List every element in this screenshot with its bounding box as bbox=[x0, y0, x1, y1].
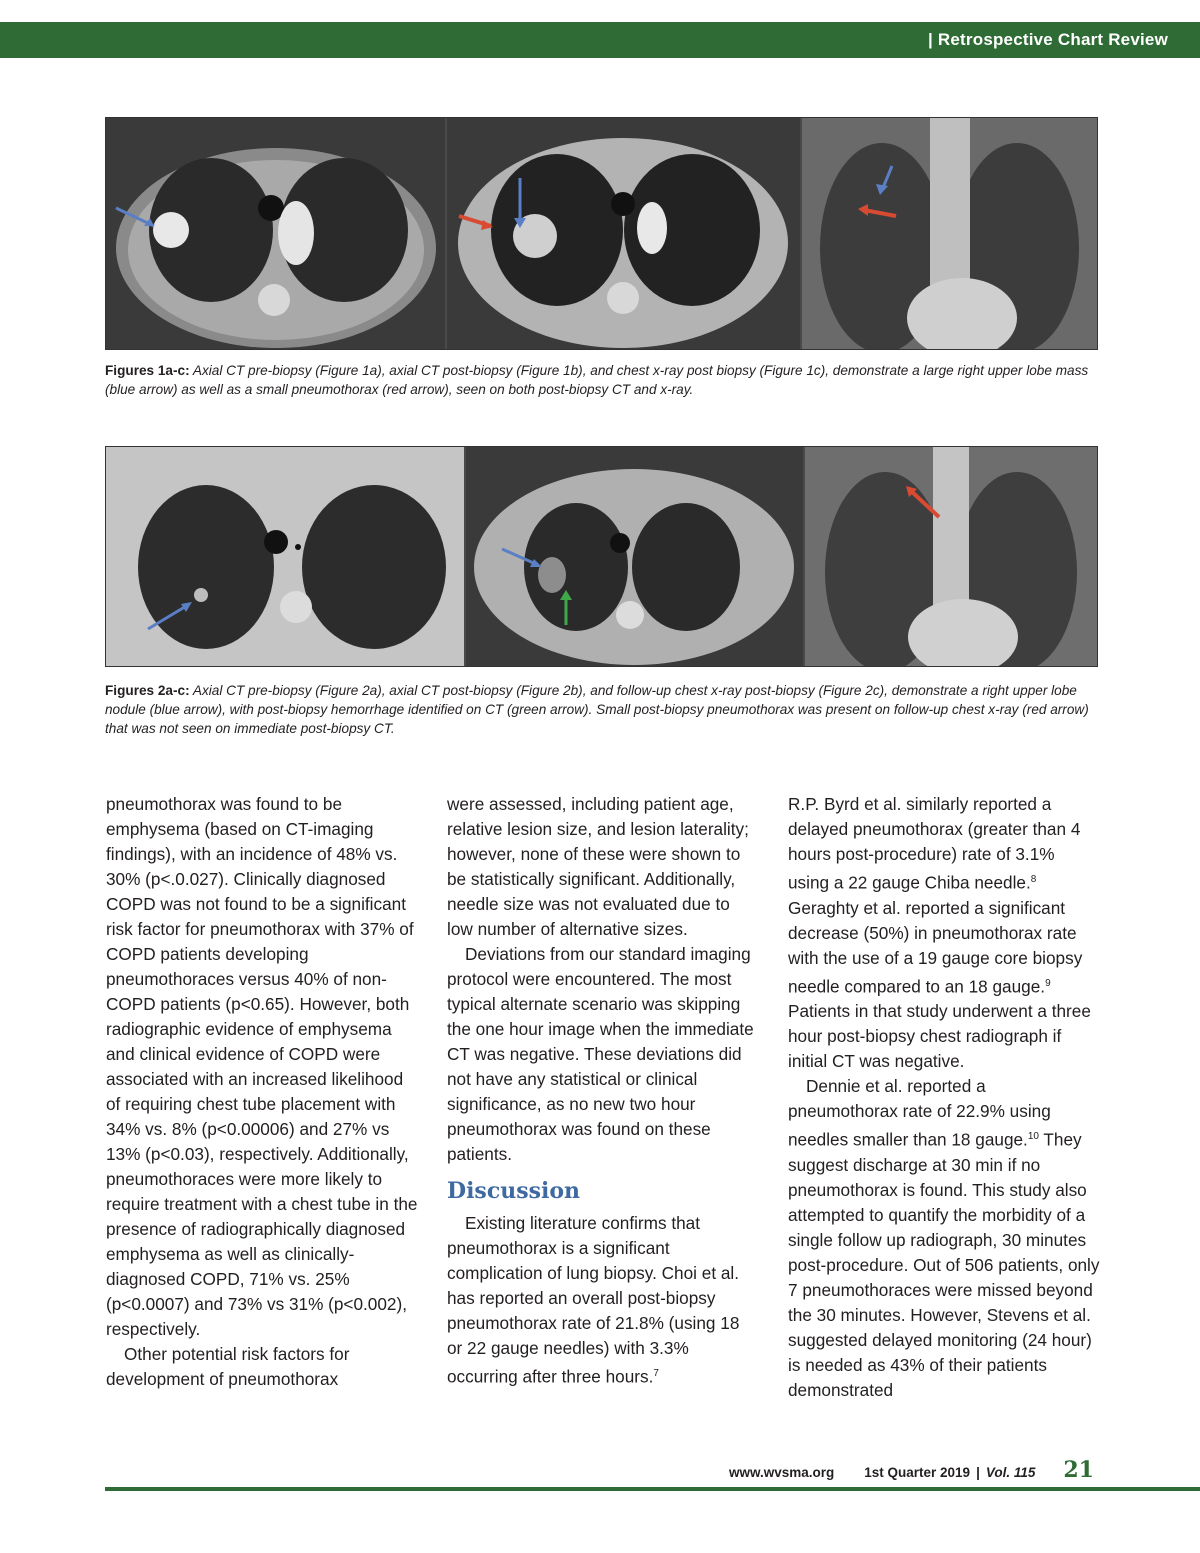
footer-website: www.wvsma.org bbox=[728, 1465, 835, 1480]
col1-paragraph-2: Other potential risk factors for development of pneumothorax bbox=[106, 1344, 350, 1389]
reference-9: 9 bbox=[1045, 977, 1051, 989]
col3-text-2b: They suggest discharge at 30 min if no pneumothorax is found. This study also attempted to quantify the morbidity of a single follow up radiograph, 30 minutes post-procedure. Out of 506 patients, only 7 pneumothoraces were missed beyond the 30 minutes. However, Stevens et al. suggested delayed monitoring (24 hour) is needed as 43% of their patients demonstrated bbox=[788, 1130, 1100, 1401]
footer-separator: | bbox=[976, 1465, 980, 1480]
page-footer bbox=[729, 1457, 1094, 1483]
figure-2c-xray-image bbox=[805, 447, 1097, 666]
body-column-1 bbox=[106, 792, 418, 1392]
col2-paragraph-3-text: Existing literature confirms that pneumothorax is a significant complication of lung biopsy. Choi et al. has reported an overall post-biopsy pneumothorax rate of 21.8% (using 18 or 22 gauge needles) with 3.3% occurring after three hours. bbox=[447, 1213, 740, 1387]
col3-paragraph-2 bbox=[788, 1074, 1100, 1403]
footer-rule bbox=[105, 1487, 1200, 1491]
figure-2b-ct-image bbox=[466, 447, 803, 666]
figure-1-caption bbox=[105, 361, 1097, 399]
figure-2a-ct-image bbox=[106, 447, 464, 666]
section-title: | Retrospective Chart Review bbox=[928, 30, 1168, 49]
col3-paragraph-1 bbox=[788, 792, 1100, 1074]
figure-2-caption-text: Axial CT pre-biopsy (Figure 2a), axial CT post-biopsy (Figure 2b), and follow-up chest x-ray post-biopsy (Figure 2c), demonstrate a right upper lobe nodule (blue arrow), with post-biopsy hemorrhage identified on CT (green arrow). Small post-biopsy pneumothorax was present on follow-up chest x-ray (red arrow) that was not seen on immediate post-biopsy CT. bbox=[105, 683, 1089, 736]
discussion-heading: Discussion bbox=[447, 1178, 581, 1204]
footer-volume: Vol. 115 bbox=[985, 1465, 1036, 1480]
col3-text-1a: R.P. Byrd et al. similarly reported a delayed pneumothorax (greater than 4 hours post-procedure) rate of 3.1% using a 22 gauge Chiba needle. bbox=[788, 794, 1081, 893]
figure-1-caption-text: Axial CT pre-biopsy (Figure 1a), axial CT post-biopsy (Figure 1b), and chest x-ray post biopsy (Figure 1c), demonstrate a large right upper lobe mass (blue arrow) as well as a small pneumothorax (red arrow), seen on both post-biopsy CT and x-ray. bbox=[105, 363, 1089, 397]
col3-text-2a: Dennie et al. reported a pneumothorax rate of 22.9% using needles smaller than 18 gauge. bbox=[788, 1076, 1051, 1151]
figure-2-caption-label: Figures 2a-c: bbox=[105, 683, 190, 698]
page-number: 21 bbox=[1063, 1457, 1094, 1483]
reference-10: 10 bbox=[1027, 1131, 1039, 1143]
figure-1c-xray-image bbox=[802, 118, 1097, 349]
body-column-3 bbox=[788, 792, 1100, 1403]
figure-2-images bbox=[105, 446, 1098, 667]
figure-1b-ct-image bbox=[447, 118, 800, 349]
col3-text-1b: Geraghty et al. reported a significant decrease (50%) in pneumothorax rate with the use of a 19 gauge core biopsy needle compared to an 18 gauge. bbox=[788, 897, 1083, 997]
footer-issue: 1st Quarter 2019 bbox=[864, 1465, 971, 1480]
figure-1-caption-label: Figures 1a-c: bbox=[105, 363, 190, 378]
body-column-2 bbox=[447, 792, 759, 1390]
col2-paragraph-2: Deviations from our standard imaging protocol were encountered. The most typical alternate scenario was skipping the one hour image when the immediate CT was negative. These deviations did not have any statistical or clinical significance, as no new two hour pneumothorax was found on these patients. bbox=[447, 944, 754, 1164]
reference-8: 8 bbox=[1030, 874, 1037, 885]
col2-paragraph-1: were assessed, including patient age, relative lesion size, and lesion laterality; however, none of these were shown to be statistically significant. Additionally, needle size was not evaluated due to low number of alternative sizes. bbox=[447, 794, 749, 939]
figure-1-images bbox=[105, 117, 1098, 350]
col2-paragraph-3 bbox=[447, 1211, 759, 1390]
reference-7: 7 bbox=[653, 1368, 659, 1379]
col1-paragraph-1: pneumothorax was found to be emphysema (based on CT-imaging findings), with an incidence of 48% vs. 30% (p<.0.027). Clinically diagnosed COPD was not found to be a significant risk factor for pneumothorax with 37% of COPD patients developing pneumothoraces versus 40% of non-COPD patients (p<0.65). However, both radiographic evidence of emphysema and clinical evidence of COPD were associated with an increased likelihood of requiring chest tube placement with 34% vs. 8% (p<0.00006) and 27% vs 13% (p<0.03), respectively. Additionally, pneumothoraces were more likely to require treatment with a chest tube in the presence of radiographically diagnosed emphysema as well as clinically-diagnosed COPD, 71% vs. 25% (p<0.0007) and 73% vs 31% (p<0.002), respectively. bbox=[106, 794, 418, 1339]
figure-1a-ct-image bbox=[106, 118, 445, 349]
figure-2-caption bbox=[105, 681, 1097, 738]
header-bar bbox=[0, 22, 1200, 58]
col3-text-1c: Patients in that study underwent a three hour post-biopsy chest radiograph if initial CT was negative. bbox=[788, 1001, 1091, 1072]
